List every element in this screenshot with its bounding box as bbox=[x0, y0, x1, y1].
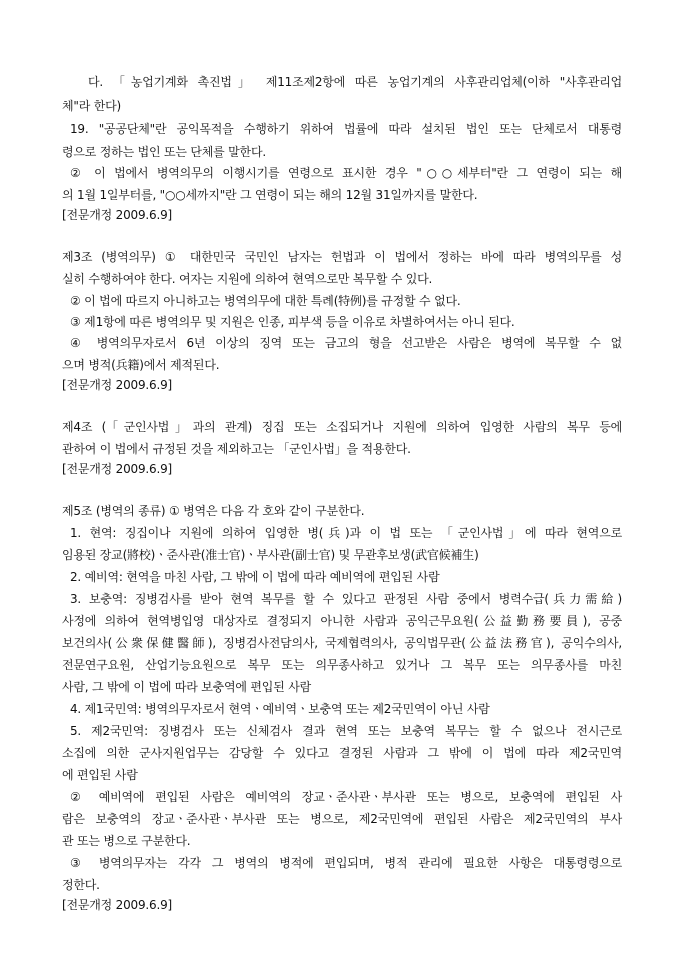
amendment-note: [전문개정 2009.6.9] bbox=[62, 378, 172, 392]
text-line: 정한다. bbox=[62, 878, 100, 892]
text-line: 체"라 한다) bbox=[62, 99, 121, 113]
text-line: 소집에 의한 군사지원업무는 감당할 수 있다고 결정된 사람과 그 밖에 이 법에 따라 제2국민역 bbox=[62, 746, 622, 760]
text-line: 람은 보충역의 장교ㆍ준사관ㆍ부사관 또는 병으로, 제2국민역에 편입된 사람은 제2국민역의 부사 bbox=[62, 812, 622, 826]
text-line: 전문연구요원, 산업기능요원으로 복무 또는 의무종사하고 있거나 그 복무 또는 의무종사를 마친 bbox=[62, 658, 622, 672]
text-line: ④ 병역의무자로서 6년 이상의 징역 또는 금고의 형을 선고받은 사람은 병역에 복무할 수 없 bbox=[70, 336, 622, 350]
text-line: 령으로 정하는 법인 또는 단체를 말한다. bbox=[62, 145, 266, 159]
text-line: 2. 예비역: 현역을 마친 사람, 그 밖에 이 법에 따라 예비역에 편입된 사람 bbox=[70, 570, 440, 584]
text-line: ③ 제1항에 따른 병역의무 및 지원은 인종, 피부색 등을 이유로 차별하여서는 아니 된다. bbox=[70, 315, 515, 329]
amendment-note: [전문개정 2009.6.9] bbox=[62, 208, 172, 222]
text-line: 19. "공공단체"란 공익목적을 수행하기 위하여 법률에 따라 설치된 법인 또는 단체로서 대통령 bbox=[70, 122, 622, 136]
text-line: 으며 병적(兵籍)에서 제적된다. bbox=[62, 358, 220, 372]
text-line: 사람, 그 밖에 이 법에 따라 보충역에 편입된 사람 bbox=[62, 680, 311, 694]
text-line: 실히 수행하여야 한다. 여자는 지원에 의하여 현역으로만 복무할 수 있다. bbox=[62, 272, 433, 286]
text-line: 보건의사(公衆保健醫師), 징병검사전담의사, 국제협력의사, 공익법무관(公益法務官), 공익수의사, bbox=[62, 636, 622, 650]
text-line: 제5조 (병역의 종류) ① 병역은 다음 각 호와 같이 구분한다. bbox=[62, 504, 365, 518]
text-line: 다. 「농업기계화 촉진법」 제11조제2항에 따른 농업기계의 사후관리업체(이하 "사후관리업 bbox=[88, 75, 622, 89]
text-line: 임용된 장교(將校)ㆍ준사관(准士官)ㆍ부사관(副士官) 및 무관후보생(武官候補生) bbox=[62, 548, 479, 562]
text-line: 의 1월 1일부터를, "○○세까지"란 그 연령이 되는 해의 12월 31일까지를 말한다. bbox=[62, 188, 478, 202]
text-line: 사정에 의하여 현역병입영 대상자로 결정되지 아니한 사람과 공익근무요원(公益勤務要員), 공중 bbox=[62, 614, 622, 628]
text-line: 관 또는 병으로 구분한다. bbox=[62, 834, 191, 848]
text-line: 에 편입된 사람 bbox=[62, 768, 138, 782]
text-line: ③ 병역의무자는 각각 그 병역의 병적에 편입되며, 병적 관리에 필요한 사항은 대통령령으로 bbox=[70, 856, 622, 870]
text-line: 4. 제1국민역: 병역의무자로서 현역ㆍ예비역ㆍ보충역 또는 제2국민역이 아닌 사람 bbox=[70, 702, 490, 716]
text-line: ② 이 법에서 병역의무의 이행시기를 연령으로 표시한 경우 "○○세부터"란 그 연령이 되는 해 bbox=[70, 166, 622, 180]
text-line: ② 예비역에 편입된 사람은 예비역의 장교ㆍ준사관ㆍ부사관 또는 병으로, 보충역에 편입된 사 bbox=[70, 790, 622, 804]
text-line: 관하여 이 법에서 규정된 것을 제외하고는 「군인사법」을 적용한다. bbox=[62, 442, 411, 456]
text-line: 5. 제2국민역: 징병검사 또는 신체검사 결과 현역 또는 보충역 복무는 할 수 없으나 전시근로 bbox=[70, 724, 622, 738]
text-line: 3. 보충역: 징병검사를 받아 현역 복무를 할 수 있다고 판정된 사람 중에서 병력수급(兵力需給) bbox=[70, 592, 622, 606]
amendment-note: [전문개정 2009.6.9] bbox=[62, 462, 172, 476]
text-line: 1. 현역: 징집이나 지원에 의하여 입영한 병(兵)과 이 법 또는 「군인사법」에 따라 현역으로 bbox=[70, 526, 622, 540]
text-line: 제4조 (「군인사법」과의 관계) 징집 또는 소집되거나 지원에 의하여 입영한 사람의 복무 등에 bbox=[62, 420, 622, 434]
text-line: 제3조 (병역의무) ① 대한민국 국민인 남자는 헌법과 이 법에서 정하는 바에 따라 병역의무를 성 bbox=[62, 250, 622, 264]
text-line: ② 이 법에 따르지 아니하고는 병역의무에 대한 특례(特例)를 규정할 수 없다. bbox=[70, 294, 461, 308]
amendment-note: [전문개정 2009.6.9] bbox=[62, 898, 172, 912]
